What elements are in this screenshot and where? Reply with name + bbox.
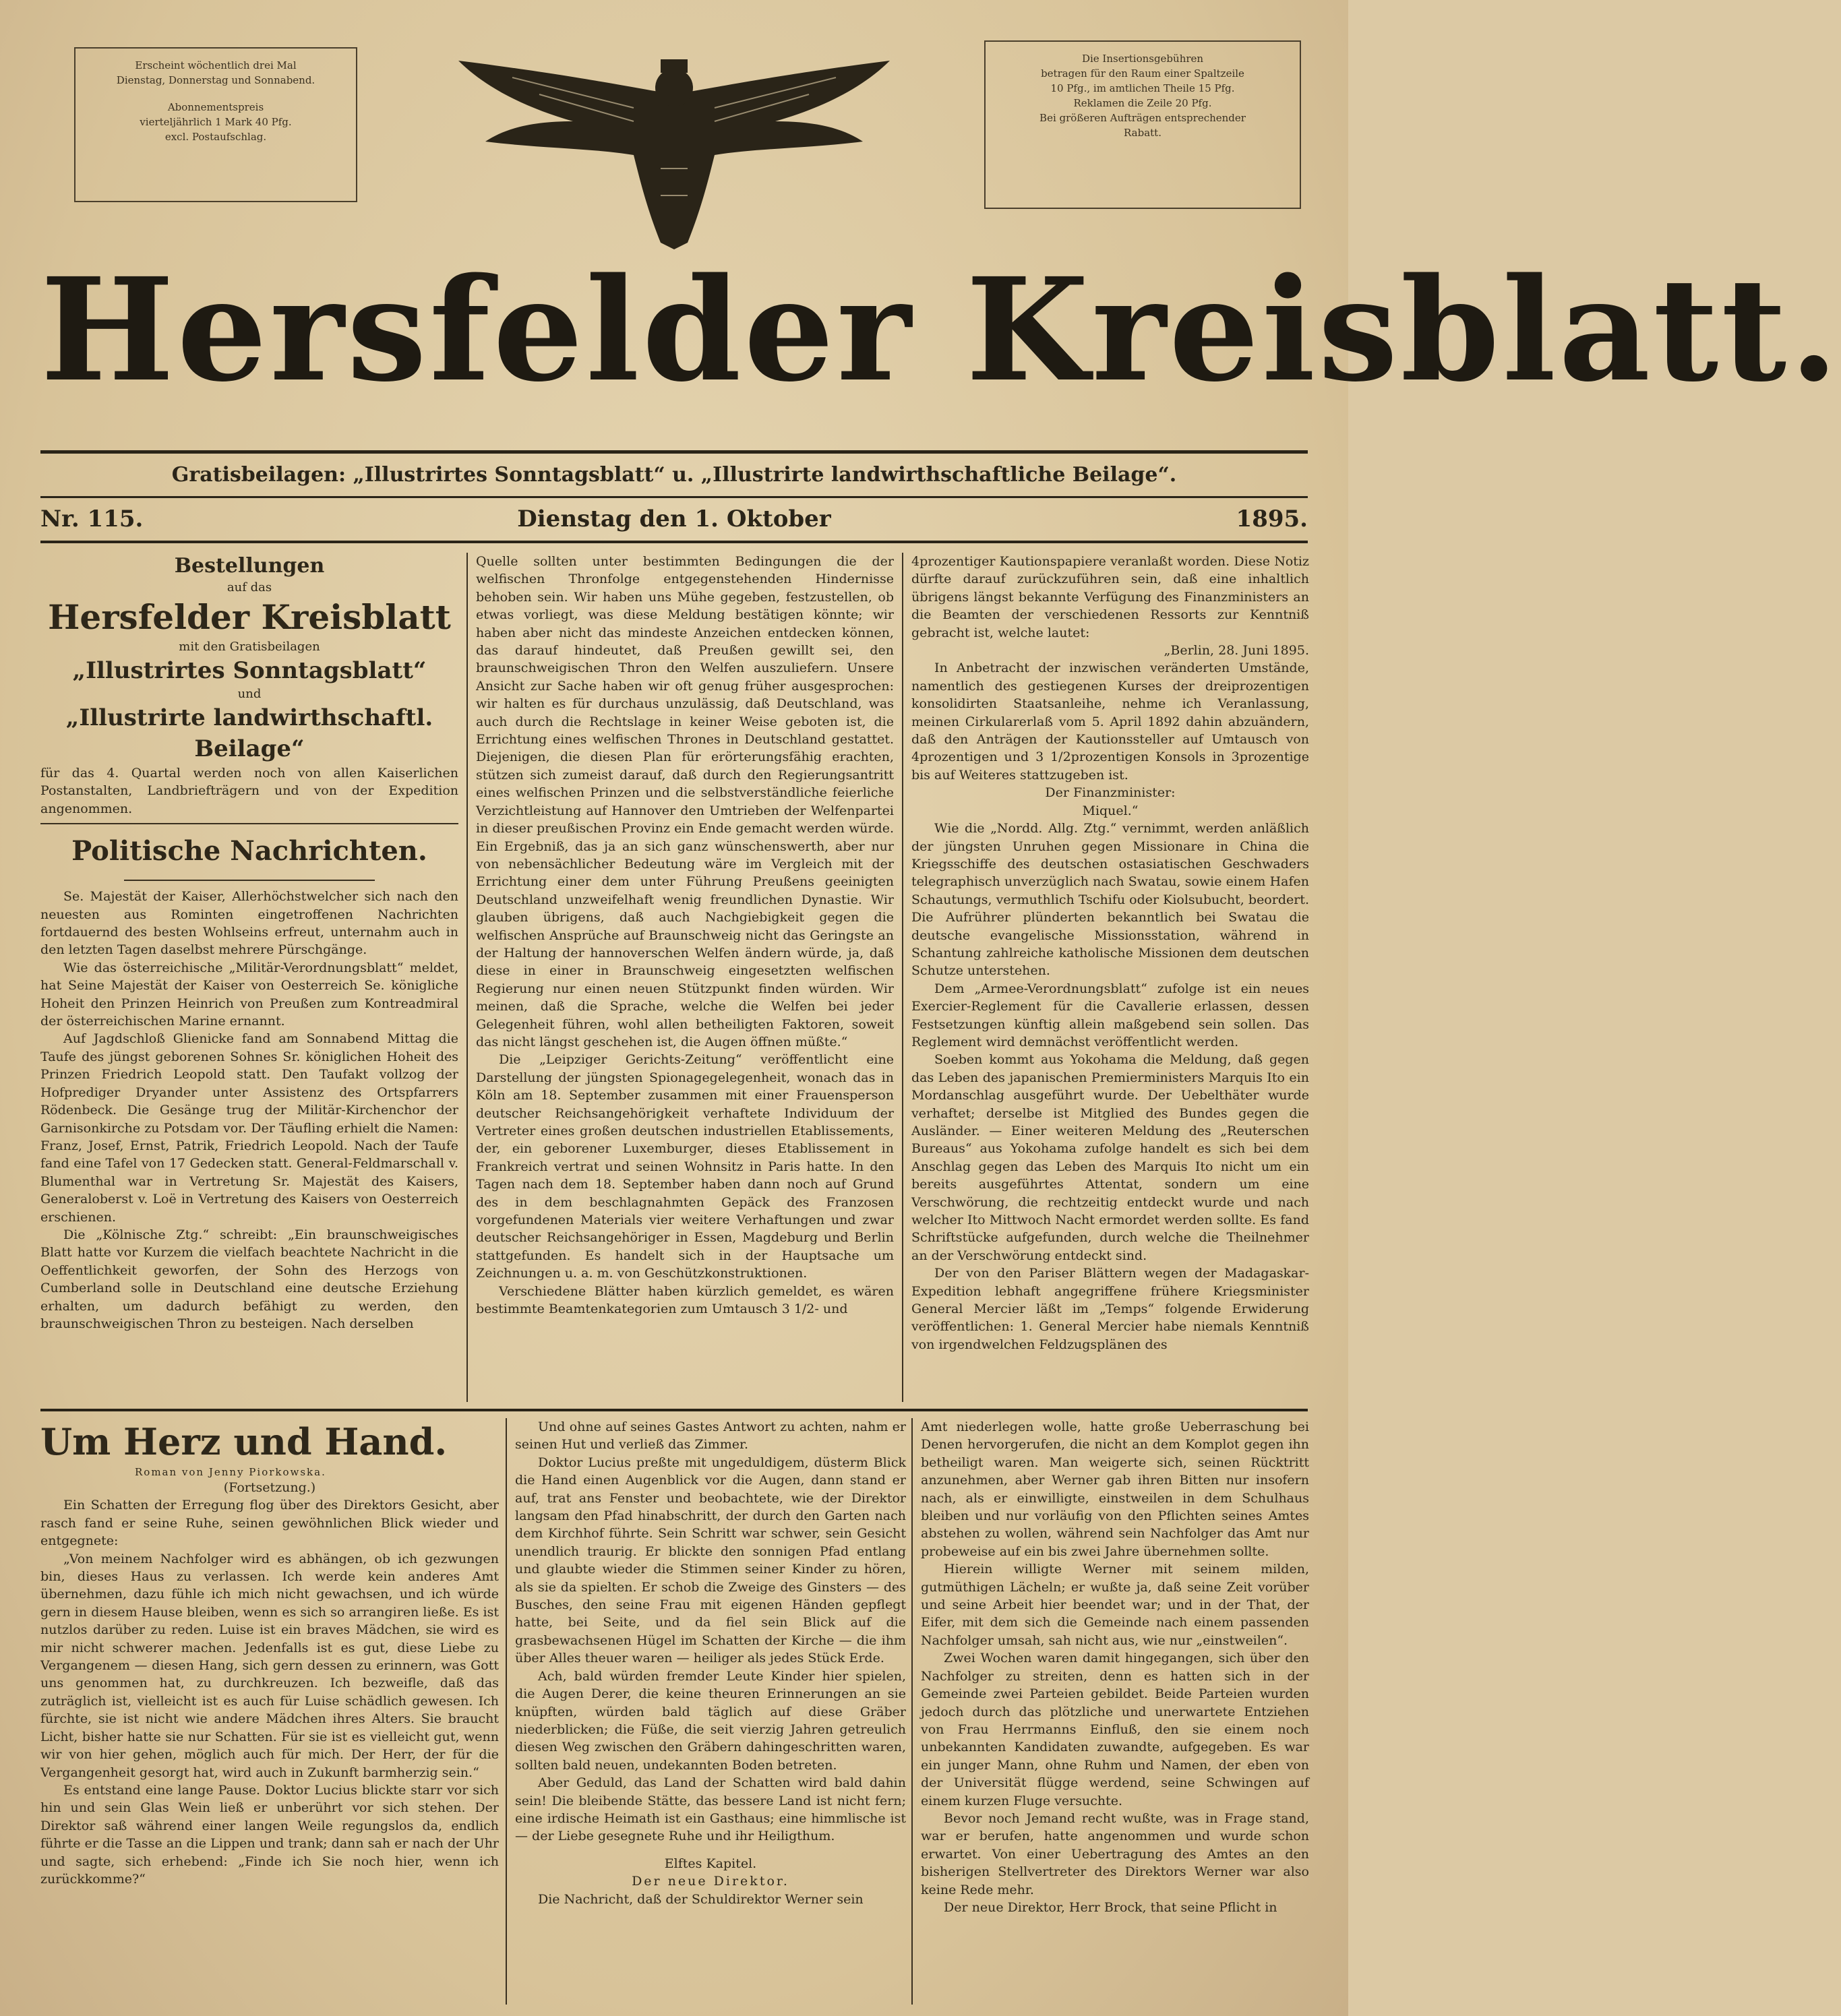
days-line: Dienstag, Donnerstag und Sonnabend. [116,74,315,86]
chapter-title: Der neue Direktor. [632,1874,789,1889]
signatory-name: Miquel.“ [1082,803,1139,818]
article-paragraph: Auf Jagdschloß Glienicke fand am Sonnabend Mittag die Taufe des jüngst geborenen Sohnes Sr. königlichen Hoheit des Prinzen Friedrich Leopold statt. Den Taufakt vollzog der Hofprediger Dryander unter Assistenz des Ortspfarrers Rödenbeck. Die Gesänge trug der Militär-Kirchenchor der Garnisonkirche zu Potsdam vor. Der Täufling erhielt die Namen: Franz, Josef, Ernst, Patrik, Friedrich Leopold. Nach der Taufe fand eine Tafel von 17 Gedecken statt. General-Feldmarschall v. Blumenthal war in Vertretung Sr. Majestät des Kaisers, Generaloberst v. Loë in Vertretung des Kaisers von Oesterreich erschienen. [40,1031,458,1225]
serial-column-3 [921,1418,1309,2005]
announcement-paper-name: Hersfelder Kreisblatt [48,597,451,637]
article-paragraph: Der von den Pariser Blättern wegen der Madagaskar-Expedition lebhaft angegriffene frühere Kriegsminister General Mercier läßt im „Temps“ folgende Erwiderung veröffentlichen: 1. General Mercier habe niemals Kenntniß von irgendwelchen Feldzugsplänen des [911,1266,1309,1352]
article-paragraph: Verschiedene Blätter haben kürzlich gemeldet, es wären bestimmte Beamtenkategorien zum Umtausch 3 1/2- und [476,1283,894,1317]
issue-year: 1895. [1236,506,1308,532]
chapter-number: Elftes Kapitel. [664,1856,757,1871]
issue-number: Nr. 115. [40,506,144,532]
serial-title: Um Herz und Hand. [40,1420,448,1463]
rates-line: Rabatt. [1124,127,1161,139]
frequency-line: Erscheint wöchentlich drei Mal [135,59,297,71]
article-paragraph: Quelle sollten unter bestimmten Bedingungen die der welfischen Thronfolge entgegenstehenden Hindernisse behoben sein. Wir haben uns Mühe gegeben, festzustellen, ob etwas vorliegt, was diese Meldung bestätigen könnte; wir haben aber nicht das mindeste Anzeichen entdecken können, das darauf hindeutet, daß Preußen gewillt sei, den braunschweigischen Thron den Welfen auszuliefern. Unsere Ansicht zur Sache haben wir oft genug früher ausgesprochen: wir halten es für durchaus unzulässig, daß Deutschland, was auch durch die Rechtslage in keiner Weise geboten ist, die Errichtung eines welfischen Thrones in Deutschland gestattet. Diejenigen, die diesen Plan für erörterungsfähig erachten, stützen sich zumeist darauf, daß durch den Regierungsantritt eines welfischen Prinzen und die selbstverständliche feierliche Verzichtleistung auf Hannover den Umtrieben der Welfenpartei in dieser preußischen Provinz ein Ende gemacht werden würde. Ein Ergebniß, das ja an sich ganz wünschenswerth, aber nur von nebensächlicher Bedeutung wäre im Vergleich mit der Errichtung einer dem unter Führung Preußens geeinigten Deutschland unzweifelhaft wenig freundlichen Dynastie. Wir glauben übrigens, daß auch Nachgiebigkeit gegen die welfischen Ansprüche auf Braunschweig nicht das Geringste an der Haltung der hannoverschen Welfen ändern würde, ja, daß diese in einer in Braunschweig eingesetzten welfischen Regierung nur einen neuen Stützpunkt finden würden. Wir meinen, daß die Sprache, welche die Welfen bei jeder Gelegenheit führen, wohl allen betheiligten Faktoren, soweit das nicht längst geschehen ist, die Augen öffnen müßte.“ [476,554,894,1049]
rates-line: 10 Pfg., im amtlichen Theile 15 Pfg. [1050,82,1235,94]
section-heading: Politische Nachrichten. [71,835,427,867]
serial-paragraph: Und ohne auf seines Gastes Antwort zu achten, nahm er seinen Hut und verließ das Zimmer. [515,1419,906,1453]
column-divider [466,553,468,1402]
signatory-title: Der Finanzminister: [1045,785,1176,801]
rates-line: Die Insertionsgebühren [1081,53,1204,65]
serial-paragraph: Der neue Direktor, Herr Brock, that seine Pflicht in [944,1899,1277,1915]
article-paragraph: In Anbetracht der inzwischen veränderten Umstände, namentlich des gestiegenen Kurses der dreiprozentigen konsolidirten Staatsanleihe, nehme ich Veranlassung, meinen Cirkularerlaß vom 5. April 1892 dahin abzuändern, daß den Anträgen der Kautionssteller auf Umtausch von 4prozentigen und 3 1/2prozentigen Konsols in 3prozentige bis auf Weiteres stattzugeben ist. [911,661,1309,783]
rates-line: betragen für den Raum einer Spaltzeile [1041,67,1244,80]
article-paragraph: Die „Kölnische Ztg.“ schreibt: „Ein braunschweigisches Blatt hatte vor Kurzem die vielfach beachtete Nachricht in die Oeffentlichkeit geworfen, der Sohn des Herzogs von Cumberland solle in Deutschland eine deutsche Erziehung erhalten, um dadurch befähigt zu werden, den braunschweigischen Thron zu besteigen. Nach derselben [40,1227,458,1331]
postage-note: excl. Postaufschlag. [164,131,267,143]
announcement-line: mit den Gratisbeilagen [179,640,320,654]
announcement-supplement: „Illustrirte landwirthschaftl. Beilage“ [65,704,433,762]
serial-paragraph: Bevor noch Jemand recht wußte, was in Frage stand, war er berufen, hatte angenommen und wurde schon erwartet. Von einer Uebertragung des Amtes an den bisherigen Stellvertreter des Direktors Werner war also keine Rede mehr. [921,1810,1309,1897]
serial-paragraph: Zwei Wochen waren damit hingegangen, sich über den Nachfolger zu streiten, denn es hatten sich in der Gemeinde zwei Parteien gebildet. Beide Parteien wurden jedoch durch das plötzliche und unerwartete Entziehen von Frau Herrmanns Einfluß, den sie einem noch unbekannten Kandidaten zuwandte, aufgegeben. Es war ein junger Mann, ohne Ruhm und Namen, der eben von der Universität flügge werdend, seine Schwingen auf einem kurzen Fluge versuchte. [921,1651,1309,1808]
article-paragraph: Wie die „Nordd. Allg. Ztg.“ vernimmt, werden anläßlich der jüngsten Unruhen gegen Missionare in China die Kriegsschiffe des deutschen ostasiatischen Geschwaders telegraphisch unverzüglich nach Swatau, sowie einem Hafen Schautungs, vermuthlich Tschifu oder Kiolsubucht, beordert. Die Aufrührer plünderten bekanntlich bei Swatau die deutsche evangelische Missionsstation, während in Schantung zahlreiche katholische Missionen dem deutschen Schutze unterstehen. [911,821,1309,979]
dateline [40,500,1308,538]
announcement-body: für das 4. Quartal werden noch von allen Kaiserlichen Postanstalten, Landbriefträgern und von der Expedition angenommen. [40,766,458,816]
section-divider [40,823,458,824]
rates-line: Reklamen die Zeile 20 Pfg. [1073,97,1212,109]
supplements-line: Gratisbeilagen: „Illustrirtes Sonntagsblatt“ u. „Illustrirte landwirthschaftliche Beilage“. [171,463,1177,487]
serial-column-1 [40,1418,499,2005]
rates-line: Bei größeren Aufträgen entsprechender [1039,112,1246,124]
advertising-rates-box [984,40,1301,209]
column-2 [476,553,894,1402]
article-paragraph: Se. Majestät der Kaiser, Allerhöchstwelcher sich nach den neuesten aus Rominten eingetroffenen Nachrichten fortdauernd des besten Wohlseins erfreut, unternahm auch in den letzten Tagen daselbst mehrere Pürschgänge. [40,889,458,958]
masthead-title: Hersfelder Kreisblatt. [40,247,1841,413]
announcement-title: Bestellungen [174,554,325,578]
serial-paragraph: Hierein willigte Werner mit seinem milden, gutmüthigen Lächeln; er wußte ja, daß seine Zeit vorüber und seine Arbeit hier beendet war; und in der That, der Eifer, mit dem sich die Gemeinde nach einem passenden Nachfolger umsah, sah nicht aus, wie nur „einstweilen“. [921,1562,1309,1648]
subscription-price: vierteljährlich 1 Mark 40 Pfg. [140,116,292,128]
column-divider [911,1418,913,2005]
serial-paragraph: Es entstand eine lange Pause. Doktor Lucius blickte starr vor sich hin und sein Glas Wein ließ er unberührt vor sich stehen. Der Direktor saß während einer langen Weile regungslos da, endlich führte er die Tasse an die Lippen und trank; dann sah er nach der Uhr und sagte, sich erhebend: „Finde ich Sie noch hier, wenn ich zurückkomme?“ [40,1782,499,1887]
feuilleton-rule [40,1409,1308,1411]
announcement-line: und [237,687,262,701]
article-paragraph: Wie das österreichische „Militär-Verordnungsblatt“ meldet, hat Seine Majestät der Kaiser von Oesterreich Se. königliche Hoheit den Prinzen Heinrich von Preußen zum Kontreadmiral der österreichischen Marine ernannt. [40,960,458,1029]
serial-continuation: (Fortsetzung.) [223,1480,316,1495]
publication-info-box [74,47,357,202]
subscription-announcement [40,553,458,818]
column-1 [40,553,458,1402]
announcement-supplement: „Illustrirtes Sonntagsblatt“ [72,657,427,684]
serial-paragraph: Ein Schatten der Erregung flog über des Direktors Gesicht, aber rasch fand er seine Ruhe, seinen gewöhnlichen Blick wieder und entgegnete: [40,1498,499,1549]
serial-paragraph: Amt niederlegen wolle, hatte große Ueberraschung bei Denen hervorgerufen, die nicht an dem Komplot gegen ihn betheiligt waren. Man weigerte sich, seinen Rücktritt anzunehmen, aber Werner gab ihren Bitten nur insofern nach, als er einwilligte, einstweilen in dem Schulhaus bleiben und nur vorläufig von den Pflichten seines Amtes abstehen zu wollen, während sein Nachfolger das Amt nur probeweise auf ein bis zwei Jahre übernehmen sollte. [921,1419,1309,1559]
article-paragraph: Dem „Armee-Verordnungsblatt“ zufolge ist ein neues Exercier-Reglement für die Cavallerie erlassen, dessen Festsetzungen künftig allein maßgebend sein sollen. Das Reglement wird demnächst veröffentlicht werden. [911,981,1309,1049]
masthead-rule [40,450,1308,454]
column-divider [506,1418,507,2005]
serial-paragraph: Die Nachricht, daß der Schuldirektor Werner sein [538,1891,864,1907]
serial-paragraph: Ach, bald würden fremder Leute Kinder hier spielen, die Augen Derer, die keine theuren Erinnerungen an sie knüpften, würden bald täglich auf diese Gräber niederblicken; die Füße, die seit vierzig Jahren getreulich diesen Weg zwischen den Gräbern dahingeschritten waren, sollten bald neuen, undekannten Boden betreten. [515,1668,906,1773]
heading-underline [124,880,375,881]
serial-author: Roman von Jenny Piorkowska. [135,1466,326,1478]
serial-paragraph: „Von meinem Nachfolger wird es abhängen, ob ich gezwungen bin, dieses Haus zu verlassen. Ich werde kein anderes Amt übernehmen, dazu fühle ich mich nicht gewachsen, und ich würde gern in diesem Hause bleiben, wenn es sich so arrangiren ließe. Es ist nutzlos darüber zu reden. Luise ist ein braves Mädchen, sie wird es mir nicht schwerer machen. Jedenfalls ist es gut, diese Liebe zu Vergangenem — diesen Hang, sich gern dessen zu erinnern, was Gott uns genommen hat, zu durchkreuzen. Ich bezweifle, daß das zuträglich ist, vielleicht ist es auch für Luise schädlich gewesen. Ich fürchte, sie ist nicht wie andere Mädchen ihres Alters. Sie braucht Licht, bisher hatte sie nur Schatten. Für sie ist es vielleicht gut, wenn wir von hier gehen, möglich auch für mich. Der Herr, der für die Vergangenheit gesorgt hat, wird auch in Zukunft barmherzig sein.“ [40,1551,499,1780]
issue-date: Dienstag den 1. Oktober [517,506,831,532]
article-paragraph: Soeben kommt aus Yokohama die Meldung, daß gegen das Leben des japanischen Premierministers Marquis Ito ein Mordanschlag ausgeführt wurde. Der Uebelthäter wurde verhaftet; derselbe ist Mitglied des Bundes gegen die Ausländer. — Einer weiteren Meldung des „Reuterschen Bureaus“ aus Yokohama zufolge handelt es sich bei dem Anschlag gegen das Leben des Marquis Ito nicht um ein bereits ausgeführtes Attentat, sondern um eine Verschwörung, die rechtzeitig entdeckt wurde und nach welcher Ito Mittwoch Nacht ermordet werden sollte. Es fand Schriftstücke aufgefunden, durch welche die Theilnehmer an der Verschwörung entdeckt sind. [911,1052,1309,1263]
supplements-rule [40,496,1308,498]
serial-paragraph: Doktor Lucius preßte mit ungeduldigem, düsterm Blick die Hand einen Augenblick vor die Augen, dann stand er auf, trat ans Fenster und beobachtete, wie der Direktor langsam den Pfad hinabschritt, der durch den Garten nach dem Kirchhof führte. Sein Schritt war schwer, sein Gesicht unendlich traurig. Er blickte den sonnigen Pfad entlang und glaubte wieder die Stimmen seiner Kinder zu hören, als sie da spielten. Er schob die Zweige des Ginsters — des Busches, den seine Frau mit eigenen Händen gepflegt hatte, bei Seite, und da fiel sein Blick auf die grasbewachsenen Hügel im Schatten der Kirche — die ihm über Alles theuer waren — heiliger als jedes Stück Erde. [515,1455,906,1666]
decree-date: „Berlin, 28. Juni 1895. [1164,643,1309,659]
dateline-rule [40,541,1308,543]
column-3 [911,553,1309,1402]
column-divider [902,553,903,1402]
article-paragraph: 4prozentiger Kautionspapiere veranlaßt worden. Diese Notiz dürfte darauf zurückzuführen sein, daß eine inhaltlich übrigens längst bekannte Verfügung des Finanzministers an die Beamten der verschiedenen Ressorts zur Kenntniß gebracht ist, welche lautet: [911,554,1309,640]
subscription-label: Abonnementspreis [167,101,264,113]
announcement-line: auf das [227,580,272,594]
article-paragraph: Die „Leipziger Gerichts-Zeitung“ veröffentlicht eine Darstellung der jüngsten Spionagegelegenheit, wonach das in Köln am 18. September zusammen mit einer Frauensperson deutscher Reichsangehörigkeit verhaftete Individuum der Vertreter eines großen deutschen industriellen Etablissements, der, ein geborener Luxemburger, dieses Etablissement in Frankreich vertrat und seinen Wohnsitz in Paris hatte. In den Tagen nach dem 18. September haben dann noch auf Grund des in dem beschlagnahmten Gepäck des Franzosen vorgefundenen Materials vier weitere Verhaftungen und zwar deutscher Reichsangehöriger in Essen, Magdeburg und Berlin stattgefunden. Es handelt sich in der Hauptsache um Zeichnungen u. a. m. von Geschützkonstruktionen. [476,1052,894,1281]
serial-paragraph: Aber Geduld, das Land der Schatten wird bald dahin sein! Die bleibende Stätte, das bessere Land ist nicht fern; eine irdische Heimath ist ein Gasthaus; eine himmlische ist — der Liebe gesegnete Ruhe und ihr Heiligthum. [515,1775,906,1844]
serial-column-2 [515,1418,906,2005]
